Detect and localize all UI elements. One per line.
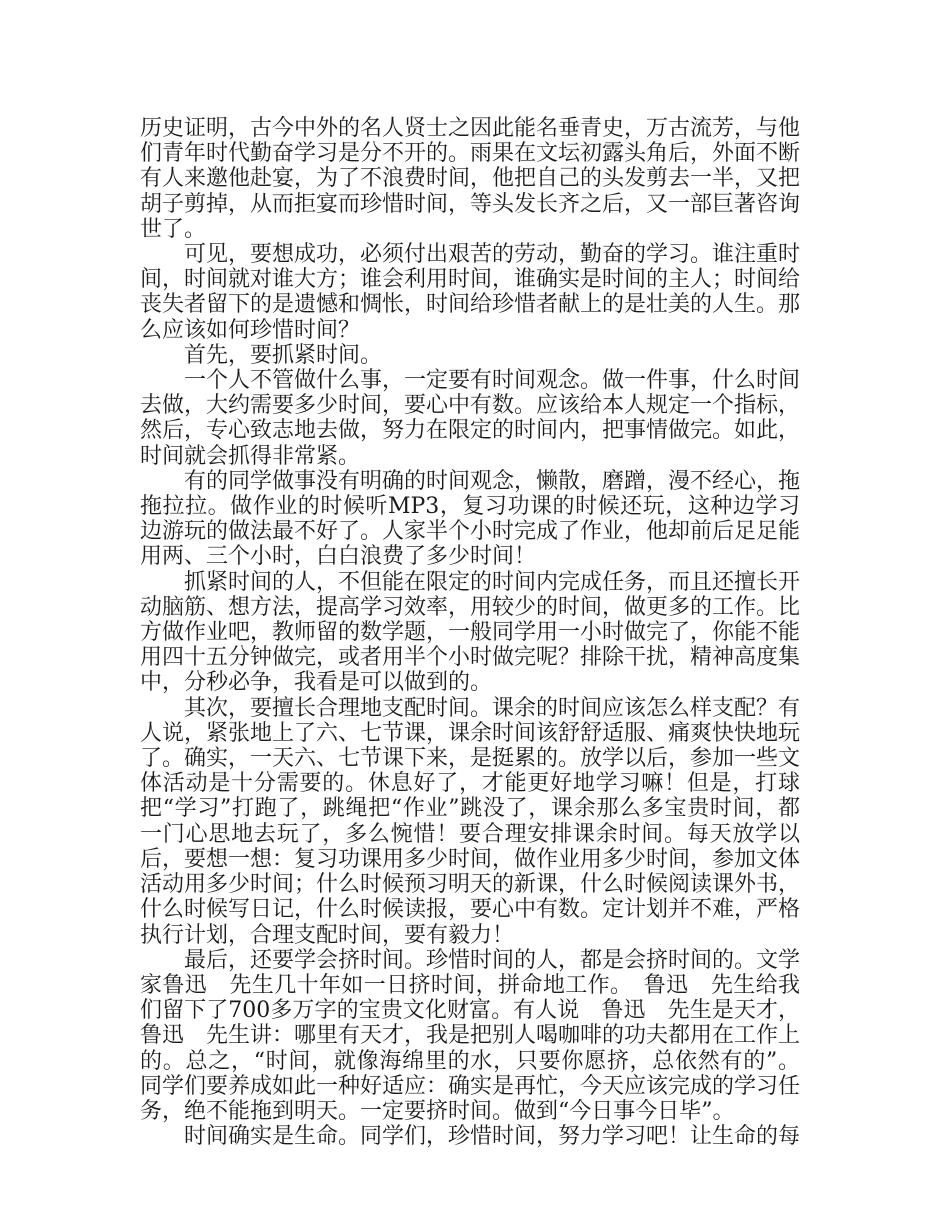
paragraph-2: 可见，要想成功，必须付出艰苦的劳动，勤奋的学习。谁注重时间，时间就对谁大方；谁会利用时间，谁确实是时间的主人；时间给丧失者留下的是遗憾和惆怅，时间给珍惜者献上的是壮美的人生。那么应该如何珍惜时间？ bbox=[140, 242, 801, 343]
paragraph-9: 时间确实是生命。同学们，珍惜时间，努力学习吧！让生命的每 bbox=[184, 1124, 801, 1150]
document-body bbox=[140, 116, 800, 1149]
paragraph-6: 抓紧时间的人，不但能在限定的时间内完成任务，而且还擅长开动脑筋、想方法，提高学习效率，用较少的时间，做更多的工作。比方做作业吧，教师留的数学题，一般同学用一小时做完了，你能不能用四十五分钟做完，或者用半个小时做完呢？排除干扰，精神高度集中，分秒必争，我看是可以做到的。 bbox=[140, 569, 801, 696]
paragraph-8: 最后，还要学会挤时间。珍惜时间的人，都是会挤时间的。文学家鲁迅 先生几十年如一日挤时间，拼命地工作。 鲁迅 先生给我们留下了700多万字的宝贵文化财富。有人说 鲁迅 先生是天才，鲁迅 先生讲：哪里有天才，我是把别人喝咖啡的功夫都用在工作上的。总之，“时间，就像海绵里的水，只要你愿挤，总依然有的”。同学们要养成如此一种好适应：确实是再忙，今天应该完成的学习任务，绝不能拖到明天。一定要挤时间。做到“今日事今日毕”。 bbox=[140, 947, 801, 1124]
paragraph-5: 有的同学做事没有明确的时间观念，懒散，磨蹭，漫不经心，拖拖拉拉。做作业的时候听MP3，复习功课的时候还玩，这种边学习边游玩的做法最不好了。人家半个小时完成了作业，他却前后足足能用两、三个小时，白白浪费了多少时间！ bbox=[140, 468, 801, 570]
paragraph-4: 一个人不管做什么事，一定要有时间观念。做一件事，什么时间去做，大约需要多少时间，要心中有数。应该给本人规定一个指标，然后，专心致志地去做，努力在限定的时间内，把事情做完。如此，时间就会抓得非常紧。 bbox=[140, 368, 801, 469]
paragraph-7: 其次，要擅长合理地支配时间。课余的时间应该怎么样支配？有人说，紧张地上了六、七节课，课余时间该舒舒适服、痛爽快快地玩了。确实，一天六、七节课下来，是挺累的。放学以后，参加一些文体活动是十分需要的。休息好了，才能更好地学习嘛！但是，打球把“学习”打跑了，跳绳把“作业”跳没了，课余那么多宝贵时间，都一门心思地去玩了，多么惋惜！要合理安排课余时间。每天放学以后，要想一想：复习功课用多少时间，做作业用多少时间，参加文体活动用多少时间；什么时候预习明天的新课，什么时候阅读课外书，什么时候写日记，什么时候读报，要心中有数。定计划并不难，严格执行计划，合理支配时间，要有毅力！ bbox=[140, 695, 801, 948]
paragraph-1: 历史证明，古今中外的名人贤士之因此能名垂青史，万古流芳，与他们青年时代勤奋学习是分不开的。雨果在文坛初露头角后，外面不断有人来邀他赴宴，为了不浪费时间，他把自己的头发剪去一半，又把胡子剪掉，从而拒宴而珍惜时间，等头发长齐之后，又一部巨著咨询世了。 bbox=[140, 116, 801, 242]
paragraph-3: 首先，要抓紧时间。 bbox=[184, 342, 383, 368]
